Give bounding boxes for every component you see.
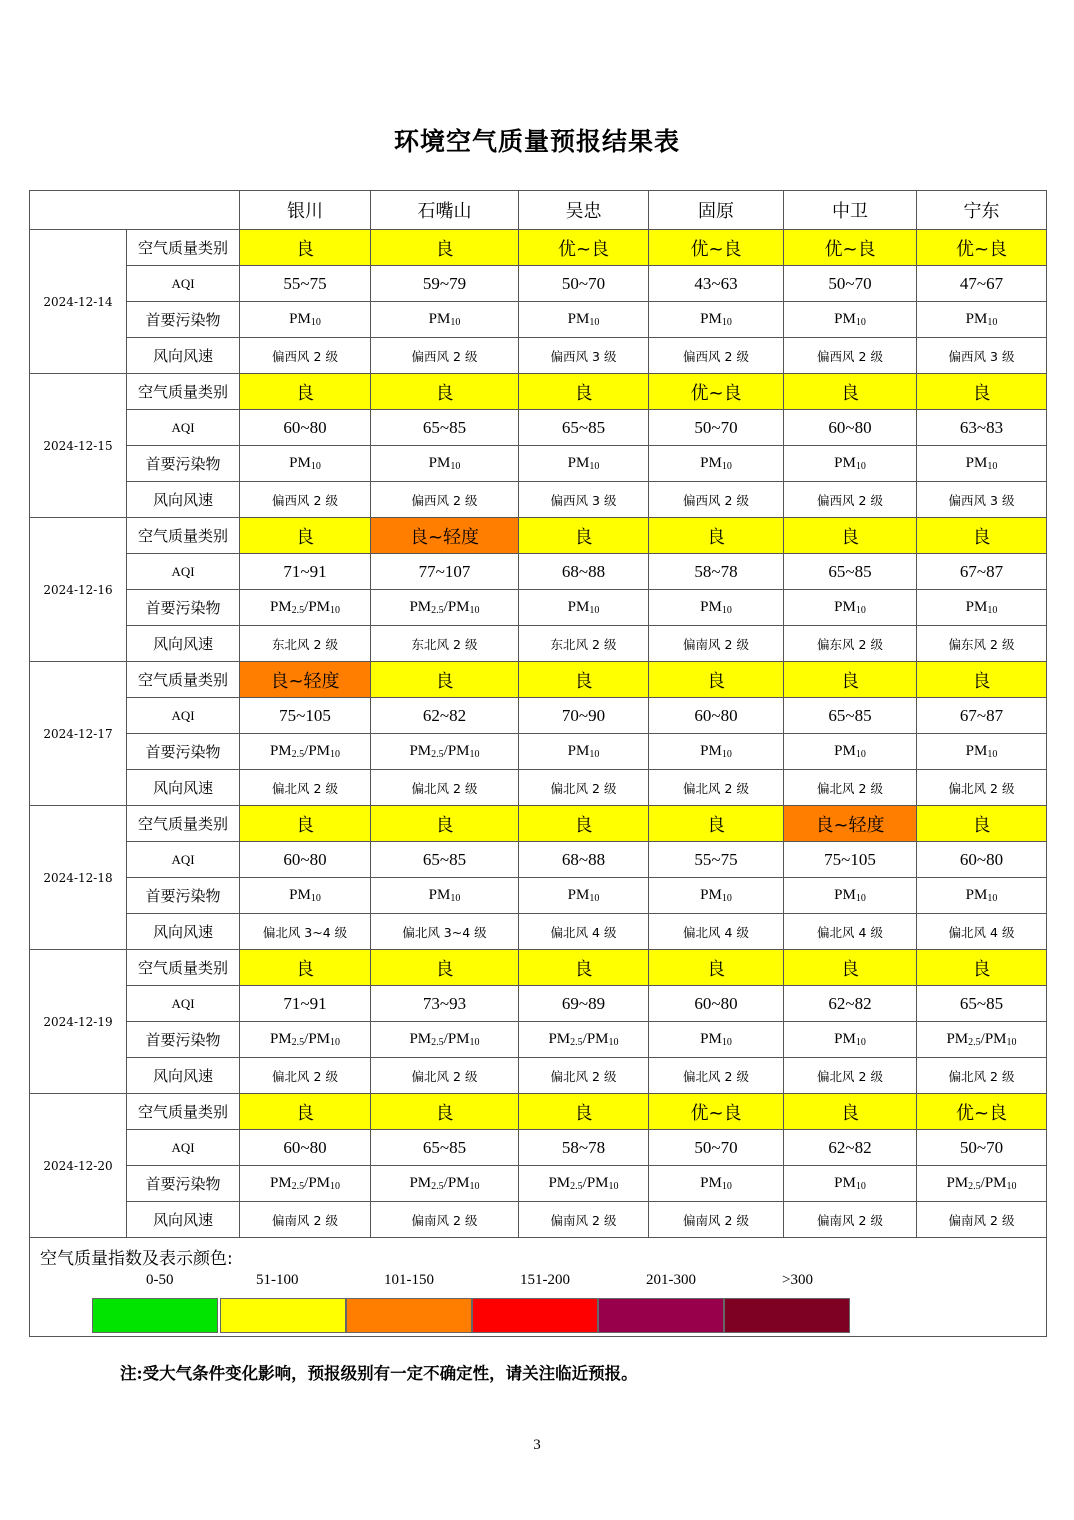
legend-color-swatch [472,1298,598,1333]
aqi-cell: 59~79 [371,266,519,302]
legend [30,1238,1047,1337]
row-label-wind: 风向风速 [127,482,240,518]
wind-cell: 偏西风 2 级 [371,482,519,518]
wind-cell: 偏北风 3~4 级 [240,914,371,950]
category-cell: 良 [917,518,1047,554]
row-label-wind: 风向风速 [127,1058,240,1094]
legend-color-swatch [346,1298,472,1333]
pollutant-cell: $PM_{10}$ [649,1166,784,1202]
forecast-row-wind [30,914,1047,950]
pollutant-cell: $PM_{10}$ [519,878,649,914]
forecast-row-pollutant [30,878,1047,914]
wind-cell: 偏南风 2 级 [917,1202,1047,1238]
row-label-category: 空气质量类别 [127,950,240,986]
wind-cell: 偏西风 3 级 [917,338,1047,374]
wind-cell: 偏北风 2 级 [784,770,917,806]
category-cell: 良~轻度 [371,518,519,554]
aqi-cell: 71~91 [240,986,371,1022]
aqi-cell: 60~80 [240,410,371,446]
date-cell: 2024-12-19 [30,950,127,1094]
corner-cell [30,191,240,230]
forecast-row-category [30,518,1047,554]
category-cell: 良 [371,1094,519,1130]
wind-cell: 偏北风 2 级 [649,770,784,806]
aqi-cell: 65~85 [917,986,1047,1022]
aqi-cell: 62~82 [784,1130,917,1166]
pollutant-cell: $PM_{10}$ [917,734,1047,770]
aqi-cell: 60~80 [240,1130,371,1166]
category-cell: 良 [519,1094,649,1130]
pollutant-cell: $PM_{10}$ [784,878,917,914]
aqi-cell: 62~82 [784,986,917,1022]
city-header: 中卫 [784,191,917,230]
category-cell: 良 [240,518,371,554]
category-cell: 良 [649,518,784,554]
aqi-cell: 65~85 [371,1130,519,1166]
aqi-cell: 50~70 [784,266,917,302]
page-title: 环境空气质量预报结果表 [393,127,680,156]
category-cell: 良 [240,374,371,410]
forecast-row-pollutant [30,302,1047,338]
pollutant-cell: $PM_{10}$ [649,878,784,914]
category-cell: 良 [240,230,371,266]
aqi-cell: 60~80 [649,986,784,1022]
wind-cell: 偏北风 4 级 [649,914,784,950]
wind-cell: 偏北风 3~4 级 [371,914,519,950]
wind-cell: 偏北风 2 级 [519,1058,649,1094]
category-cell: 良 [519,518,649,554]
wind-cell: 偏西风 2 级 [371,338,519,374]
forecast-row-pollutant [30,1022,1047,1058]
legend-color-swatch [220,1298,346,1333]
row-label-pollutant: 首要污染物 [127,878,240,914]
city-header: 宁东 [917,191,1047,230]
aqi-cell: 50~70 [519,266,649,302]
legend-range: >300 [782,1272,813,1288]
aqi-cell: 77~107 [371,554,519,590]
aqi-cell: 47~67 [917,266,1047,302]
row-label-pollutant: 首要污染物 [127,1166,240,1202]
pollutant-cell: $PM_{10}$ [917,878,1047,914]
row-label-category: 空气质量类别 [127,662,240,698]
wind-cell: 偏东风 2 级 [917,626,1047,662]
city-header: 银川 [240,191,371,230]
wind-cell: 偏东风 2 级 [784,626,917,662]
page-number: 3 [533,1437,541,1453]
aqi-cell: 60~80 [649,698,784,734]
legend-color-swatch [598,1298,724,1333]
wind-cell: 偏北风 2 级 [917,770,1047,806]
pollutant-cell: $PM_{10}$ [371,302,519,338]
forecast-row-wind [30,1202,1047,1238]
pollutant-cell: $PM_{10}$ [240,878,371,914]
wind-cell: 偏西风 2 级 [784,482,917,518]
legend-range: 51-100 [256,1272,299,1288]
pollutant-cell: $PM_{10}$ [784,1166,917,1202]
category-cell: 良 [519,950,649,986]
row-label-wind: 风向风速 [127,338,240,374]
wind-cell: 偏北风 2 级 [240,770,371,806]
legend-color-swatch [92,1298,218,1333]
forecast-row-aqi [30,554,1047,590]
aqi-cell: 71~91 [240,554,371,590]
pollutant-cell: $PM_{10}$ [519,590,649,626]
category-cell: 良 [917,950,1047,986]
category-cell: 良 [649,950,784,986]
wind-cell: 偏北风 2 级 [519,770,649,806]
row-label-aqi: AQI [127,554,240,590]
category-cell: 良 [917,662,1047,698]
wind-cell: 偏西风 2 级 [649,338,784,374]
category-cell: 良 [240,1094,371,1130]
pollutant-cell: $PM_{10}$ [784,446,917,482]
aqi-cell: 68~88 [519,554,649,590]
pollutant-cell: $PM_{2.5}/PM_{10}$ [371,1022,519,1058]
category-cell: 良 [784,374,917,410]
aqi-cell: 65~85 [784,554,917,590]
wind-cell: 偏西风 3 级 [519,338,649,374]
category-cell: 良 [784,518,917,554]
legend-color-swatch [724,1298,850,1333]
wind-cell: 偏北风 4 级 [917,914,1047,950]
row-label-pollutant: 首要污染物 [127,1022,240,1058]
legend-range: 201-300 [646,1272,696,1288]
date-cell: 2024-12-16 [30,518,127,662]
date-cell: 2024-12-17 [30,662,127,806]
row-label-pollutant: 首要污染物 [127,590,240,626]
pollutant-cell: $PM_{10}$ [240,446,371,482]
pollutant-cell: $PM_{10}$ [649,734,784,770]
aqi-cell: 60~80 [917,842,1047,878]
aqi-cell: 50~70 [649,410,784,446]
wind-cell: 偏北风 2 级 [784,1058,917,1094]
forecast-row-category [30,374,1047,410]
pollutant-cell: $PM_{10}$ [784,302,917,338]
wind-cell: 偏北风 4 级 [784,914,917,950]
row-label-category: 空气质量类别 [127,230,240,266]
wind-cell: 东北风 2 级 [371,626,519,662]
aqi-cell: 50~70 [649,1130,784,1166]
aqi-cell: 73~93 [371,986,519,1022]
pollutant-cell: $PM_{10}$ [649,302,784,338]
pollutant-cell: $PM_{10}$ [917,302,1047,338]
legend-range: 151-200 [520,1272,570,1288]
wind-cell: 偏北风 2 级 [649,1058,784,1094]
row-label-category: 空气质量类别 [127,806,240,842]
pollutant-cell: $PM_{2.5}/PM_{10}$ [240,1166,371,1202]
pollutant-cell: $PM_{2.5}/PM_{10}$ [240,590,371,626]
row-label-pollutant: 首要污染物 [127,446,240,482]
row-label-category: 空气质量类别 [127,374,240,410]
aqi-cell: 60~80 [784,410,917,446]
pollutant-cell: $PM_{2.5}/PM_{10}$ [240,1022,371,1058]
aqi-cell: 58~78 [649,554,784,590]
forecast-row-wind [30,1058,1047,1094]
category-cell: 良 [784,950,917,986]
pollutant-cell: $PM_{10}$ [240,302,371,338]
forecast-row-category [30,1094,1047,1130]
category-cell: 良~轻度 [784,806,917,842]
forecast-row-aqi [30,1130,1047,1166]
row-label-aqi: AQI [127,266,240,302]
wind-cell: 东北风 2 级 [519,626,649,662]
forecast-row-aqi [30,986,1047,1022]
pollutant-cell: $PM_{2.5}/PM_{10}$ [371,590,519,626]
wind-cell: 偏北风 4 级 [519,914,649,950]
aqi-cell: 69~89 [519,986,649,1022]
forecast-row-aqi [30,698,1047,734]
category-cell: 良 [519,806,649,842]
pollutant-cell: $PM_{2.5}/PM_{10}$ [519,1022,649,1058]
pollutant-cell: $PM_{10}$ [649,1022,784,1058]
aqi-cell: 68~88 [519,842,649,878]
legend-range: 101-150 [384,1272,434,1288]
category-cell: 良 [371,950,519,986]
forecast-row-wind [30,482,1047,518]
pollutant-cell: $PM_{10}$ [784,734,917,770]
legend-range: 0-50 [146,1272,174,1288]
wind-cell: 偏西风 2 级 [240,482,371,518]
aqi-cell: 58~78 [519,1130,649,1166]
aqi-cell: 43~63 [649,266,784,302]
forecast-row-aqi [30,410,1047,446]
category-cell: 良 [649,662,784,698]
pollutant-cell: $PM_{10}$ [784,1022,917,1058]
category-cell: 良 [649,806,784,842]
wind-cell: 东北风 2 级 [240,626,371,662]
category-cell: 优~良 [917,1094,1047,1130]
aqi-cell: 50~70 [917,1130,1047,1166]
wind-cell: 偏北风 2 级 [917,1058,1047,1094]
date-cell: 2024-12-20 [30,1094,127,1238]
pollutant-cell: $PM_{10}$ [784,590,917,626]
pollutant-cell: $PM_{2.5}/PM_{10}$ [917,1166,1047,1202]
category-cell: 良 [784,662,917,698]
forecast-row-wind [30,626,1047,662]
forecast-row-wind [30,338,1047,374]
category-cell: 优~良 [784,230,917,266]
forecast-row-category [30,230,1047,266]
pollutant-cell: $PM_{10}$ [649,446,784,482]
pollutant-cell: $PM_{2.5}/PM_{10}$ [519,1166,649,1202]
forecast-row-category [30,806,1047,842]
wind-cell: 偏南风 2 级 [784,1202,917,1238]
pollutant-cell: $PM_{10}$ [649,590,784,626]
aqi-cell: 75~105 [240,698,371,734]
wind-cell: 偏南风 2 级 [371,1202,519,1238]
aqi-cell: 65~85 [371,410,519,446]
category-cell: 良 [917,806,1047,842]
aqi-cell: 75~105 [784,842,917,878]
pollutant-cell: $PM_{2.5}/PM_{10}$ [371,1166,519,1202]
pollutant-cell: $PM_{10}$ [917,590,1047,626]
date-cell: 2024-12-15 [30,374,127,518]
date-cell: 2024-12-18 [30,806,127,950]
wind-cell: 偏南风 2 级 [649,1202,784,1238]
aqi-cell: 62~82 [371,698,519,734]
wind-cell: 偏北风 2 级 [240,1058,371,1094]
forecast-row-pollutant [30,1166,1047,1202]
category-cell: 优~良 [649,1094,784,1130]
category-cell: 优~良 [917,230,1047,266]
category-cell: 良~轻度 [240,662,371,698]
pollutant-cell: $PM_{2.5}/PM_{10}$ [240,734,371,770]
category-cell: 优~良 [649,374,784,410]
row-label-wind: 风向风速 [127,770,240,806]
wind-cell: 偏南风 2 级 [519,1202,649,1238]
pollutant-cell: $PM_{10}$ [519,302,649,338]
forecast-note: 注:受大气条件变化影响，预报级别有一定不确定性，请关注临近预报。 [120,1364,638,1383]
aqi-cell: 65~85 [371,842,519,878]
date-cell: 2024-12-14 [30,230,127,374]
row-label-aqi: AQI [127,842,240,878]
pollutant-cell: $PM_{10}$ [519,734,649,770]
aqi-cell: 63~83 [917,410,1047,446]
category-cell: 良 [917,374,1047,410]
city-header: 固原 [649,191,784,230]
legend-title: 空气质量指数及表示颜色: [40,1249,233,1269]
category-cell: 良 [519,662,649,698]
wind-cell: 偏南风 2 级 [649,626,784,662]
wind-cell: 偏西风 3 级 [519,482,649,518]
category-cell: 良 [371,374,519,410]
category-cell: 良 [371,662,519,698]
category-cell: 良 [371,806,519,842]
aqi-cell: 67~87 [917,554,1047,590]
pollutant-cell: $PM_{10}$ [371,446,519,482]
category-cell: 优~良 [649,230,784,266]
wind-cell: 偏南风 2 级 [240,1202,371,1238]
pollutant-cell: $PM_{10}$ [519,446,649,482]
forecast-table [29,190,1047,1337]
forecast-row-aqi [30,842,1047,878]
row-label-wind: 风向风速 [127,626,240,662]
row-label-wind: 风向风速 [127,914,240,950]
row-label-pollutant: 首要污染物 [127,302,240,338]
aqi-cell: 70~90 [519,698,649,734]
pollutant-cell: $PM_{2.5}/PM_{10}$ [917,1022,1047,1058]
aqi-cell: 55~75 [649,842,784,878]
forecast-row-pollutant [30,734,1047,770]
aqi-cell: 55~75 [240,266,371,302]
wind-cell: 偏西风 2 级 [784,338,917,374]
wind-cell: 偏北风 2 级 [371,770,519,806]
forecast-row-wind [30,770,1047,806]
aqi-cell: 60~80 [240,842,371,878]
category-cell: 良 [784,1094,917,1130]
forecast-row-pollutant [30,590,1047,626]
city-header: 吴忠 [519,191,649,230]
forecast-row-pollutant [30,446,1047,482]
pollutant-cell: $PM_{2.5}/PM_{10}$ [371,734,519,770]
category-cell: 良 [371,230,519,266]
category-cell: 良 [240,950,371,986]
row-label-aqi: AQI [127,986,240,1022]
row-label-category: 空气质量类别 [127,518,240,554]
row-label-pollutant: 首要污染物 [127,734,240,770]
category-cell: 良 [519,374,649,410]
header-row [30,191,1047,230]
row-label-aqi: AQI [127,410,240,446]
pollutant-cell: $PM_{10}$ [917,446,1047,482]
wind-cell: 偏北风 2 级 [371,1058,519,1094]
forecast-row-category [30,662,1047,698]
city-header: 石嘴山 [371,191,519,230]
aqi-cell: 65~85 [784,698,917,734]
aqi-cell: 65~85 [519,410,649,446]
row-label-aqi: AQI [127,698,240,734]
category-cell: 优~良 [519,230,649,266]
category-cell: 良 [240,806,371,842]
row-label-aqi: AQI [127,1130,240,1166]
forecast-row-aqi [30,266,1047,302]
row-label-wind: 风向风速 [127,1202,240,1238]
forecast-row-category [30,950,1047,986]
wind-cell: 偏西风 2 级 [649,482,784,518]
aqi-cell: 67~87 [917,698,1047,734]
pollutant-cell: $PM_{10}$ [371,878,519,914]
row-label-category: 空气质量类别 [127,1094,240,1130]
wind-cell: 偏西风 2 级 [240,338,371,374]
wind-cell: 偏西风 3 级 [917,482,1047,518]
